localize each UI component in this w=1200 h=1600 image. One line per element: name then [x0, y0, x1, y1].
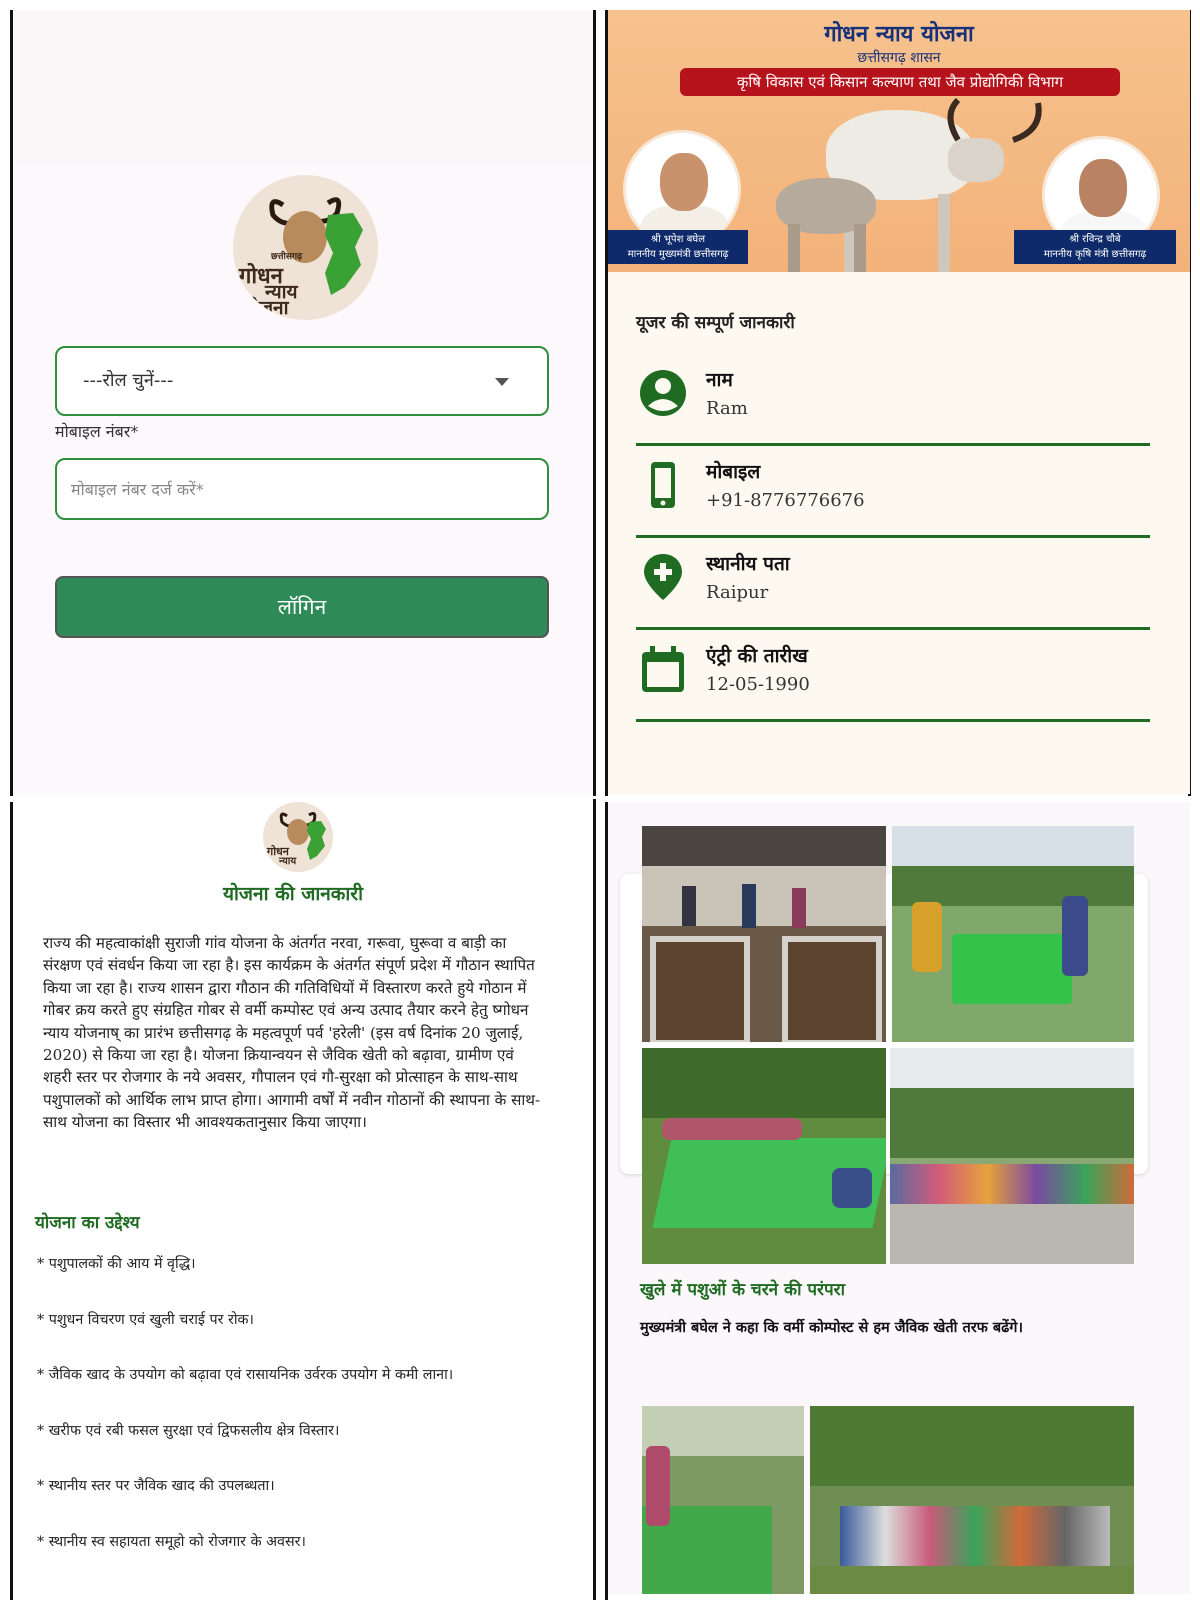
- role-select-value: ---रोल चुनें---: [83, 370, 174, 391]
- banner-department: कृषि विकास एवं किसान कल्याण तथा जैव प्रोद्योगिकी विभाग: [680, 68, 1120, 96]
- field-label: स्थानीय पता: [706, 553, 790, 575]
- godhan-nyay-small-logo: [263, 802, 333, 872]
- logo-line1: गोधन: [267, 845, 289, 858]
- gallery-caption: खुले में पशुओं के चरने की परंपरा: [640, 1280, 846, 1300]
- role-select[interactable]: [55, 346, 549, 416]
- mobile-input[interactable]: [55, 458, 549, 520]
- objective-item: * जैविक खाद के उपयोग को बढ़ावा एवं रासायनिक उर्वरक उपयोग मे कमी लाना।: [37, 1367, 454, 1383]
- logo-small-text: छत्तीसगढ़: [271, 252, 303, 262]
- mobile-label: मोबाइल नंबर*: [55, 422, 139, 441]
- info-row-address: [636, 540, 1150, 630]
- login-screen: [13, 10, 593, 794]
- photo-vermicompost-shed[interactable]: [642, 826, 886, 1042]
- field-label: नाम: [706, 369, 733, 391]
- chief-minister-name: श्री भूपेश बघेल: [651, 234, 705, 245]
- login-button[interactable]: लॉगिन: [55, 576, 549, 638]
- location-pin-icon: [638, 552, 688, 602]
- info-row-name: [636, 356, 1150, 446]
- field-value: Ram: [706, 398, 748, 419]
- scheme-info-title: योजना की जानकारी: [222, 883, 364, 905]
- account-circle-icon: [638, 368, 688, 418]
- gallery-description: मुख्यमंत्री बघेल ने कहा कि वर्मी कोम्पोस्ट से हम जैविक खेती तरफ बढेंगे।: [640, 1320, 1023, 1336]
- agriculture-minister-role: माननीय कृषि मंत्री छत्तीसगढ़: [1043, 249, 1147, 260]
- portrait-face: [660, 153, 708, 211]
- section-title: यूजर की सम्पूर्ण जानकारी: [636, 313, 795, 333]
- chief-minister-caption: [608, 230, 748, 264]
- photo-group-in-forest[interactable]: [810, 1406, 1134, 1594]
- field-label: मोबाइल: [706, 461, 761, 483]
- scheme-info-screen: [13, 802, 593, 1594]
- top-band: [13, 10, 593, 165]
- frame-horizontal-gap: [10, 796, 1191, 799]
- agriculture-minister-name: श्री रविन्द्र चौबे: [1069, 234, 1121, 245]
- objective-item: * खरीफ एवं रबी फसल सुरक्षा एवं द्विफसलीय क्षेत्र विस्तार।: [37, 1422, 340, 1439]
- logo-line2: न्याय: [265, 281, 298, 303]
- phone-icon: [638, 460, 688, 510]
- cow-leg: [938, 194, 950, 272]
- calf-leg: [854, 224, 866, 272]
- photo-tarp-gathering[interactable]: [642, 1048, 886, 1264]
- field-value: +91-8776776676: [706, 490, 865, 511]
- logo-line2: न्याय: [279, 856, 297, 867]
- cow-map-logo-icon: [263, 802, 333, 872]
- godhan-nyay-logo: [233, 175, 378, 320]
- scheme-description: राज्य की महत्वाकांक्षी सुराजी गांव योजना के अंतर्गत नरवा, गरूवा, घुरूवा व बाड़ी का संरक्षण एवं संवर्धन किया जा रहा है। इस कार्यक्रम के अंतर्गत संपूर्ण प्रदेश में गौठान स्थापित किया जा रहा है। राज्य शासन द्वारा गौठान की गतिविधियों में विस्तारण करते हुये गोठान में गोबर क्रय करते हुए संग्रहित गोबर से वर्मी कम्पोस्ट एवं अन्य उत्पाद तैयार करने हेतु ष्गोधन न्याय योजनाष् का प्रारंभ छत्तीसगढ़ के महत्वपूर्ण पर्व 'हरेली' (इस वर्ष दिनांक 20 जुलाई, 2020) से किया जा रहा है। योजना क्रियान्वयन से जैविक खेती को बढ़ावा, ग्रामीण एवं शहरी स्तर पर रोजगार के नये अवसर, गौपालन एवं गौ-सुरक्षा को प्रोत्साहन के साथ-साथ पशुपालकों को आर्थिक लाभ प्राप्त होगा। आगामी वर्षों में नवीन गोठानों की स्थापना के साथ-साथ योजना का विस्तार भी आवश्यकतानुसार किया जाएगा।: [43, 934, 541, 1132]
- scheme-banner: [608, 10, 1190, 272]
- field-value: 12-05-1990: [706, 674, 810, 695]
- frame-center-divider: [593, 10, 596, 1600]
- user-profile-screen: [608, 10, 1190, 794]
- gallery-screen: [608, 802, 1190, 1594]
- objective-item: * स्थानीय स्व सहायता समूहो को रोजगार के अवसर।: [37, 1533, 306, 1550]
- info-row-entry-date: [636, 632, 1150, 722]
- objective-item: * स्थानीय स्तर पर जैविक खाद की उपलब्धता।: [37, 1478, 275, 1494]
- objectives-title: योजना का उद्देश्य: [35, 1213, 140, 1233]
- logo-line3: योजना: [243, 297, 289, 319]
- agriculture-minister-caption: [1014, 230, 1176, 264]
- field-label: एंट्री की तारीख: [706, 645, 808, 667]
- photo-outdoor-meeting[interactable]: [890, 1048, 1134, 1264]
- photo-leaf-collection[interactable]: [642, 1406, 804, 1594]
- calendar-icon: [638, 644, 688, 694]
- calf-leg: [788, 224, 800, 272]
- logo-line1: गोधन: [239, 263, 283, 289]
- portrait-face: [1079, 159, 1127, 217]
- dropdown-caret-icon[interactable]: [495, 378, 509, 386]
- field-value: Raipur: [706, 582, 769, 603]
- banner-subtitle: छत्तीसगढ़ शासन: [857, 50, 941, 66]
- chief-minister-role: माननीय मुख्यमंत्री छत्तीसगढ़: [627, 249, 729, 260]
- photo-green-bed[interactable]: [892, 826, 1134, 1042]
- objective-item: * पशुधन विचरण एवं खुली चराई पर रोक।: [37, 1311, 254, 1328]
- banner-title: गोधन न्याय योजना: [824, 22, 974, 47]
- cow-horns-icon: [938, 95, 1048, 145]
- objective-item: * पशुपालकों की आय में वृद्धि।: [37, 1256, 196, 1272]
- info-row-mobile: [636, 448, 1150, 538]
- objectives-list: [37, 1254, 582, 1587]
